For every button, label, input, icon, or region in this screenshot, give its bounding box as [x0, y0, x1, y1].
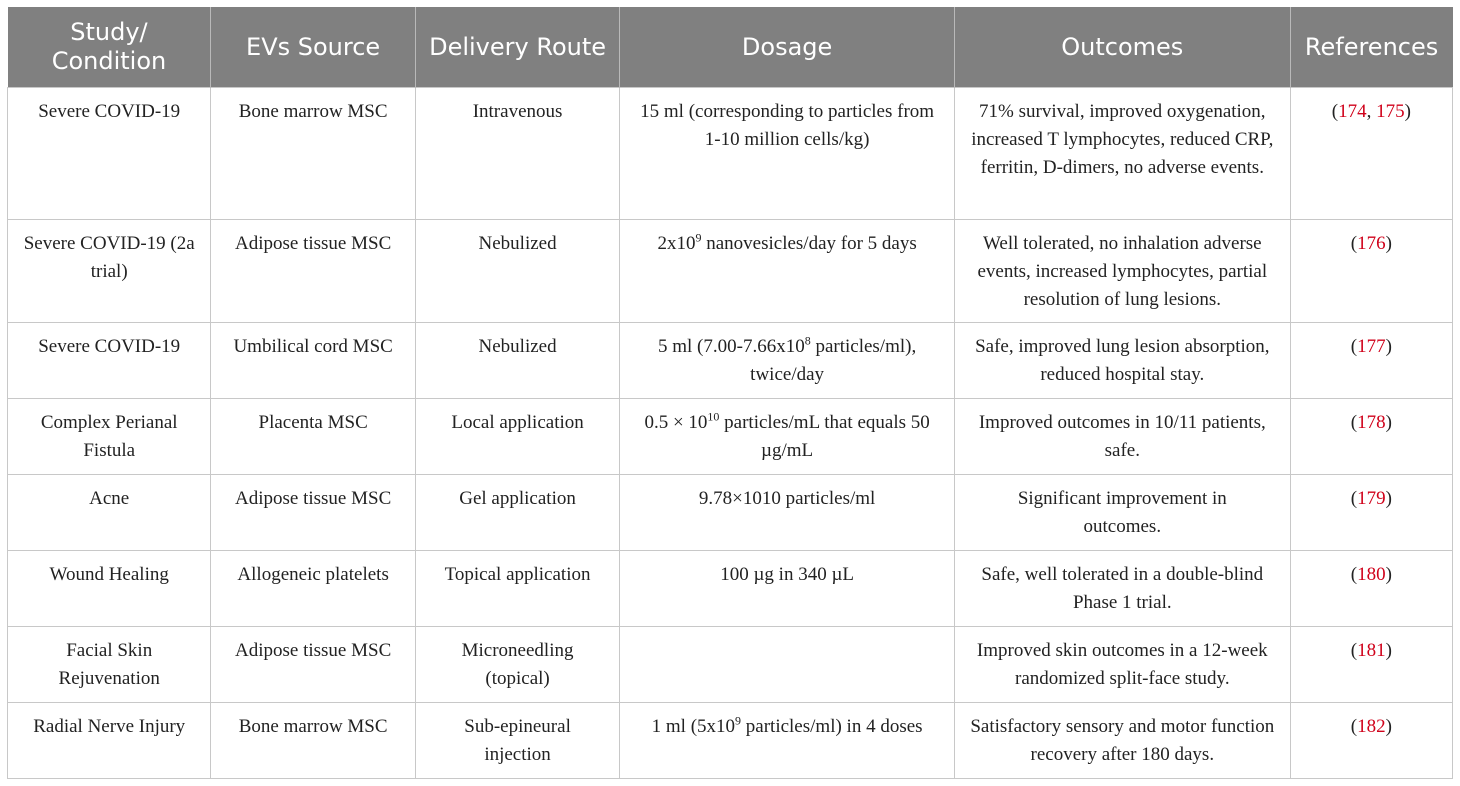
cell-dosage [620, 220, 955, 323]
dosage-text: 2x10 [657, 233, 696, 254]
header-study-condition: Study/ Condition [8, 7, 211, 88]
cell-condition: Facial Skin Rejuvenation [8, 627, 211, 703]
header-references: References [1290, 7, 1452, 88]
dosage-exponent: 9 [695, 230, 702, 245]
cell-dosage: 9.78×1010 particles/ml [620, 475, 955, 551]
header-delivery-route: Delivery Route [415, 7, 619, 88]
cell-outcomes: Safe, well tolerated in a double-blind Phase 1 trial. [954, 551, 1290, 627]
cell-outcomes: Improved skin outcomes in a 12-week randomized split-face study. [954, 627, 1290, 703]
table-row [8, 323, 1453, 399]
cell-source: Umbilical cord MSC [211, 323, 415, 399]
table-row [8, 399, 1453, 475]
reference-link[interactable]: 179 [1357, 488, 1386, 509]
cell-condition: Severe COVID-19 (2a trial) [8, 220, 211, 323]
cell-references: (182) [1290, 703, 1452, 779]
reference-link[interactable]: 181 [1357, 640, 1386, 661]
dosage-text: 5 ml (7.00-7.66x10 [657, 336, 805, 357]
cell-route: Intravenous [415, 88, 619, 220]
table-row [8, 551, 1453, 627]
dosage-text: nanovesicles/day for 5 days [701, 233, 917, 254]
dosage-text: 0.5 × 10 [644, 412, 708, 433]
cell-dosage [620, 399, 955, 475]
cell-route: Nebulized [415, 220, 619, 323]
cell-source: Adipose tissue MSC [211, 627, 415, 703]
cell-source: Adipose tissue MSC [211, 475, 415, 551]
dosage-exponent: 9 [735, 713, 742, 728]
reference-link[interactable]: 180 [1357, 564, 1386, 585]
cell-source: Bone marrow MSC [211, 88, 415, 220]
dosage-text: particles/ml) in 4 doses [741, 716, 923, 737]
cell-source: Placenta MSC [211, 399, 415, 475]
cell-outcomes: Safe, improved lung lesion absorption, reduced hospital stay. [954, 323, 1290, 399]
cell-route: Sub-epineural injection [415, 703, 619, 779]
cell-route: Nebulized [415, 323, 619, 399]
cell-outcomes: Significant improvement in outcomes. [954, 475, 1290, 551]
cell-references: (176) [1290, 220, 1452, 323]
table-row [8, 703, 1453, 779]
cell-source: Bone marrow MSC [211, 703, 415, 779]
header-outcomes: Outcomes [954, 7, 1290, 88]
cell-dosage [620, 703, 955, 779]
cell-references: (179) [1290, 475, 1452, 551]
cell-route: Microneedling (topical) [415, 627, 619, 703]
cell-outcomes: 71% survival, improved oxygenation, increased T lymphocytes, reduced CRP, ferritin, D-dimers, no adverse events. [954, 88, 1290, 220]
reference-link[interactable]: 178 [1357, 412, 1386, 433]
cell-references: (177) [1290, 323, 1452, 399]
cell-route: Gel application [415, 475, 619, 551]
table-row [8, 88, 1453, 220]
cell-outcomes: Satisfactory sensory and motor function recovery after 180 days. [954, 703, 1290, 779]
cell-condition: Severe COVID-19 [8, 88, 211, 220]
cell-condition: Wound Healing [8, 551, 211, 627]
cell-dosage: 100 µg in 340 µL [620, 551, 955, 627]
cell-condition: Acne [8, 475, 211, 551]
cell-dosage [620, 323, 955, 399]
cell-source: Adipose tissue MSC [211, 220, 415, 323]
cell-source: Allogeneic platelets [211, 551, 415, 627]
dosage-exponent: 10 [707, 409, 720, 424]
reference-link[interactable]: 174 [1338, 101, 1367, 122]
cell-references: (181) [1290, 627, 1452, 703]
dosage-text: particles/ml), twice/day [750, 336, 917, 385]
cell-route: Topical application [415, 551, 619, 627]
table-row [8, 627, 1453, 703]
ev-clinical-table [7, 7, 1453, 779]
cell-condition: Severe COVID-19 [8, 323, 211, 399]
cell-outcomes: Improved outcomes in 10/11 patients, safe. [954, 399, 1290, 475]
cell-condition: Complex Perianal Fistula [8, 399, 211, 475]
cell-dosage [620, 627, 955, 703]
dosage-text: 1 ml (5x10 [651, 716, 736, 737]
table-row [8, 475, 1453, 551]
header-evs-source: EVs Source [211, 7, 415, 88]
cell-outcomes: Well tolerated, no inhalation adverse events, increased lymphocytes, partial resolution of lung lesions. [954, 220, 1290, 323]
header-dosage: Dosage [620, 7, 955, 88]
header-row [8, 7, 1453, 88]
reference-link[interactable]: 182 [1357, 716, 1386, 737]
cell-references: (174, 175) [1290, 88, 1452, 220]
cell-route: Local application [415, 399, 619, 475]
cell-references: (180) [1290, 551, 1452, 627]
dosage-text: particles/mL that equals 50 µg/mL [719, 412, 930, 461]
reference-link[interactable]: 176 [1357, 233, 1386, 254]
dosage-exponent: 8 [804, 333, 811, 348]
table-row [8, 220, 1453, 323]
cell-references: (178) [1290, 399, 1452, 475]
reference-link[interactable]: 177 [1357, 336, 1386, 357]
cell-condition: Radial Nerve Injury [8, 703, 211, 779]
reference-link[interactable]: 175 [1376, 101, 1405, 122]
cell-dosage: 15 ml (corresponding to particles from 1-10 million cells/kg) [620, 88, 955, 220]
